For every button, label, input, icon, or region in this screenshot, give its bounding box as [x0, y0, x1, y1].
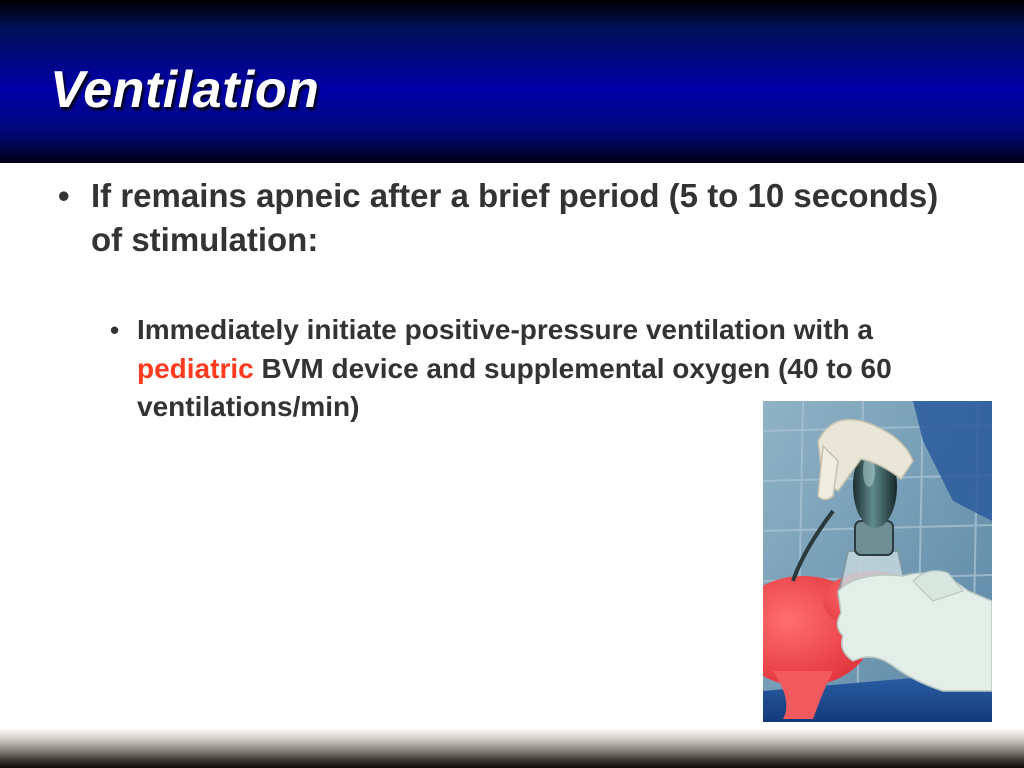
photo-illustration — [763, 401, 992, 722]
slide-title: Ventilation — [50, 61, 320, 119]
bullet-text: If remains apneic after a brief period (5 to 10 seconds) of stimulation: — [91, 177, 939, 258]
bullet-dot: • — [110, 315, 120, 345]
bullet-dot: • — [58, 177, 70, 214]
slide-header — [0, 0, 1024, 163]
bullet-level-1 — [58, 174, 958, 262]
bullet-text-part2: BVM device and supplemental oxygen (40 to 60 ventilations/min) — [137, 352, 892, 422]
bullet-text-part1: Immediately initiate positive-pressure ventilation with a — [137, 314, 873, 345]
bag-valve-mask-infant-photo — [763, 401, 992, 722]
slide-footer-bar — [0, 728, 1024, 768]
highlight-pediatric: pediatric — [137, 352, 254, 384]
